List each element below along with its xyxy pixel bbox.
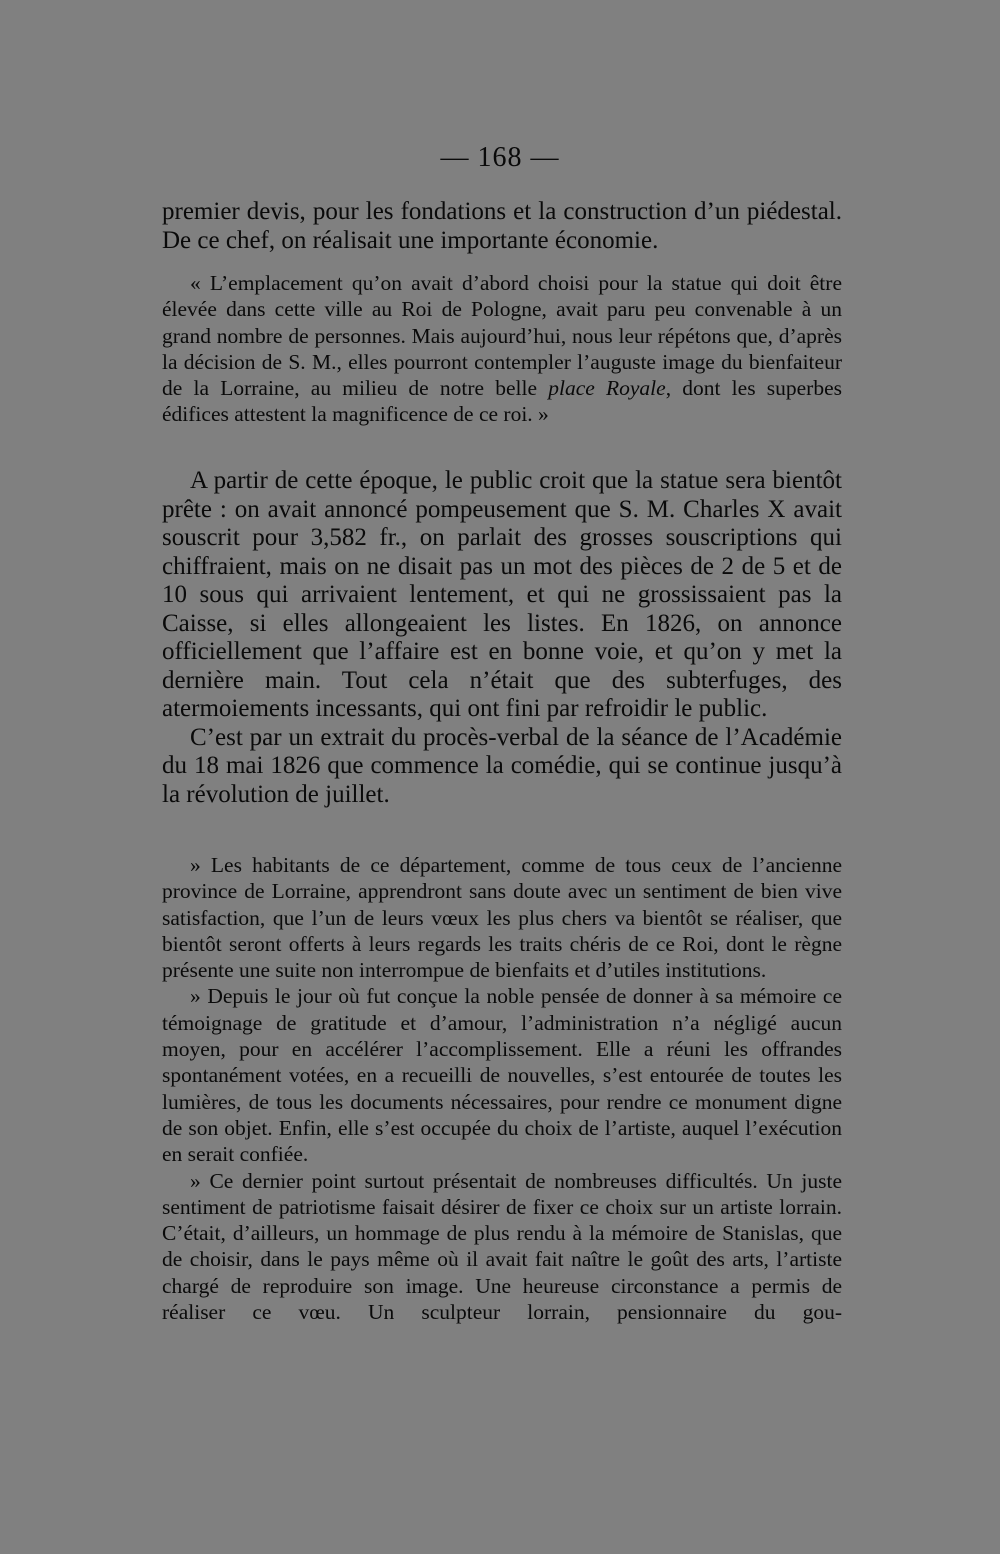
quote-2-paragraph-2: » Depuis le jour où fut conçue la noble pensée de donner à sa mémoire ce témoignage de gratitude et d’amour, l’administration n’a négligé aucun moyen, pour en accélérer l’accomplissement. Elle a réuni les offrandes spontanément votées, en a recueilli de nouvelles, s’est entourée de toutes les lumières, de tous les documents nécessaires, pour rendre ce monument digne de son objet. Enfin, elle s’est occupée du choix de l’artiste, auquel l’exécution en serait confiée. — [162, 984, 842, 1167]
continuation-paragraph — [162, 198, 842, 255]
continuation-text: premier devis, pour les fondations et la construction d’un piédestal. De ce chef, on réalisait une importante économie. — [162, 198, 842, 254]
quote-1-paragraph — [162, 270, 842, 428]
quote-1-italic: place Royale — [548, 376, 666, 401]
body-paragraph-2: C’est par un extrait du procès-verbal de la séance de l’Académie du 18 mai 1826 que commence la comédie, qui se continue jusqu’à la révolution de juillet. — [162, 723, 842, 808]
quote-block-2 — [162, 852, 842, 1325]
quote-2-paragraph-1: » Les habitants de ce département, comme de tous ceux de l’ancienne province de Lorraine, apprendront sans doute avec un sentiment de bien vive satisfaction, que l’un de leurs vœux les plus chers va bientôt se réaliser, que bientôt seront offerts à leurs regards les traits chéris de ce Roi, dont le règne présente une suite non interrompue de bienfaits et d’utiles institutions. — [162, 853, 842, 983]
body-paragraph-1: A partir de cette époque, le public croit que la statue sera bientôt prête : on avait annoncé pompeusement que S. M. Charles X avait souscrit pour 3,582 fr., on parlait des grosses souscriptions qui chiffraient, mais on ne disait pas un mot des pièces de 2 de 5 et de 10 sous qui arrivaient lentement, et qui ne grossissaient pas la Caisse, si elles allongeaient les listes. En 1826, on annonce officiellement que l’affaire est en bonne voie, et qu’on y met la dernière main. Tout cela n’était que des subterfuges, des atermoiements incessants, qui ont fini par refroidir le public. — [162, 467, 842, 722]
body-block — [162, 467, 842, 809]
page-number: — 168 — — [440, 142, 560, 173]
quote-1-after: , dont les superbes édifices attestent la magnificence de ce roi. » — [162, 376, 842, 427]
quote-block-1 — [162, 270, 842, 428]
quote-1-before: « L’emplacement qu’on avait d’abord choisi pour la statue qui doit être élevée dans cette ville au Roi de Pologne, avait paru peu convenable à un grand nombre de personnes. Mais aujourd’hui, nous leur répétons que, d’après la décision de S. M., elles pourront contempler l’auguste image du bienfaiteur de la Lorraine, au milieu de notre belle — [162, 271, 842, 401]
quote-2-paragraph-3: » Ce dernier point surtout présentait de nombreuses difficultés. Un juste sentiment de patriotisme faisait désirer de fixer ce choix sur un artiste lorrain. C’était, d’ailleurs, un hommage de plus rendu à la mémoire de Stanislas, que de choisir, dans le pays même où il avait fait naître le goût des arts, l’artiste chargé de reproduire son image. Une heureuse circonstance a permis de réaliser ce vœu. Un sculpteur lorrain, pensionnaire du gou- — [162, 1168, 842, 1325]
